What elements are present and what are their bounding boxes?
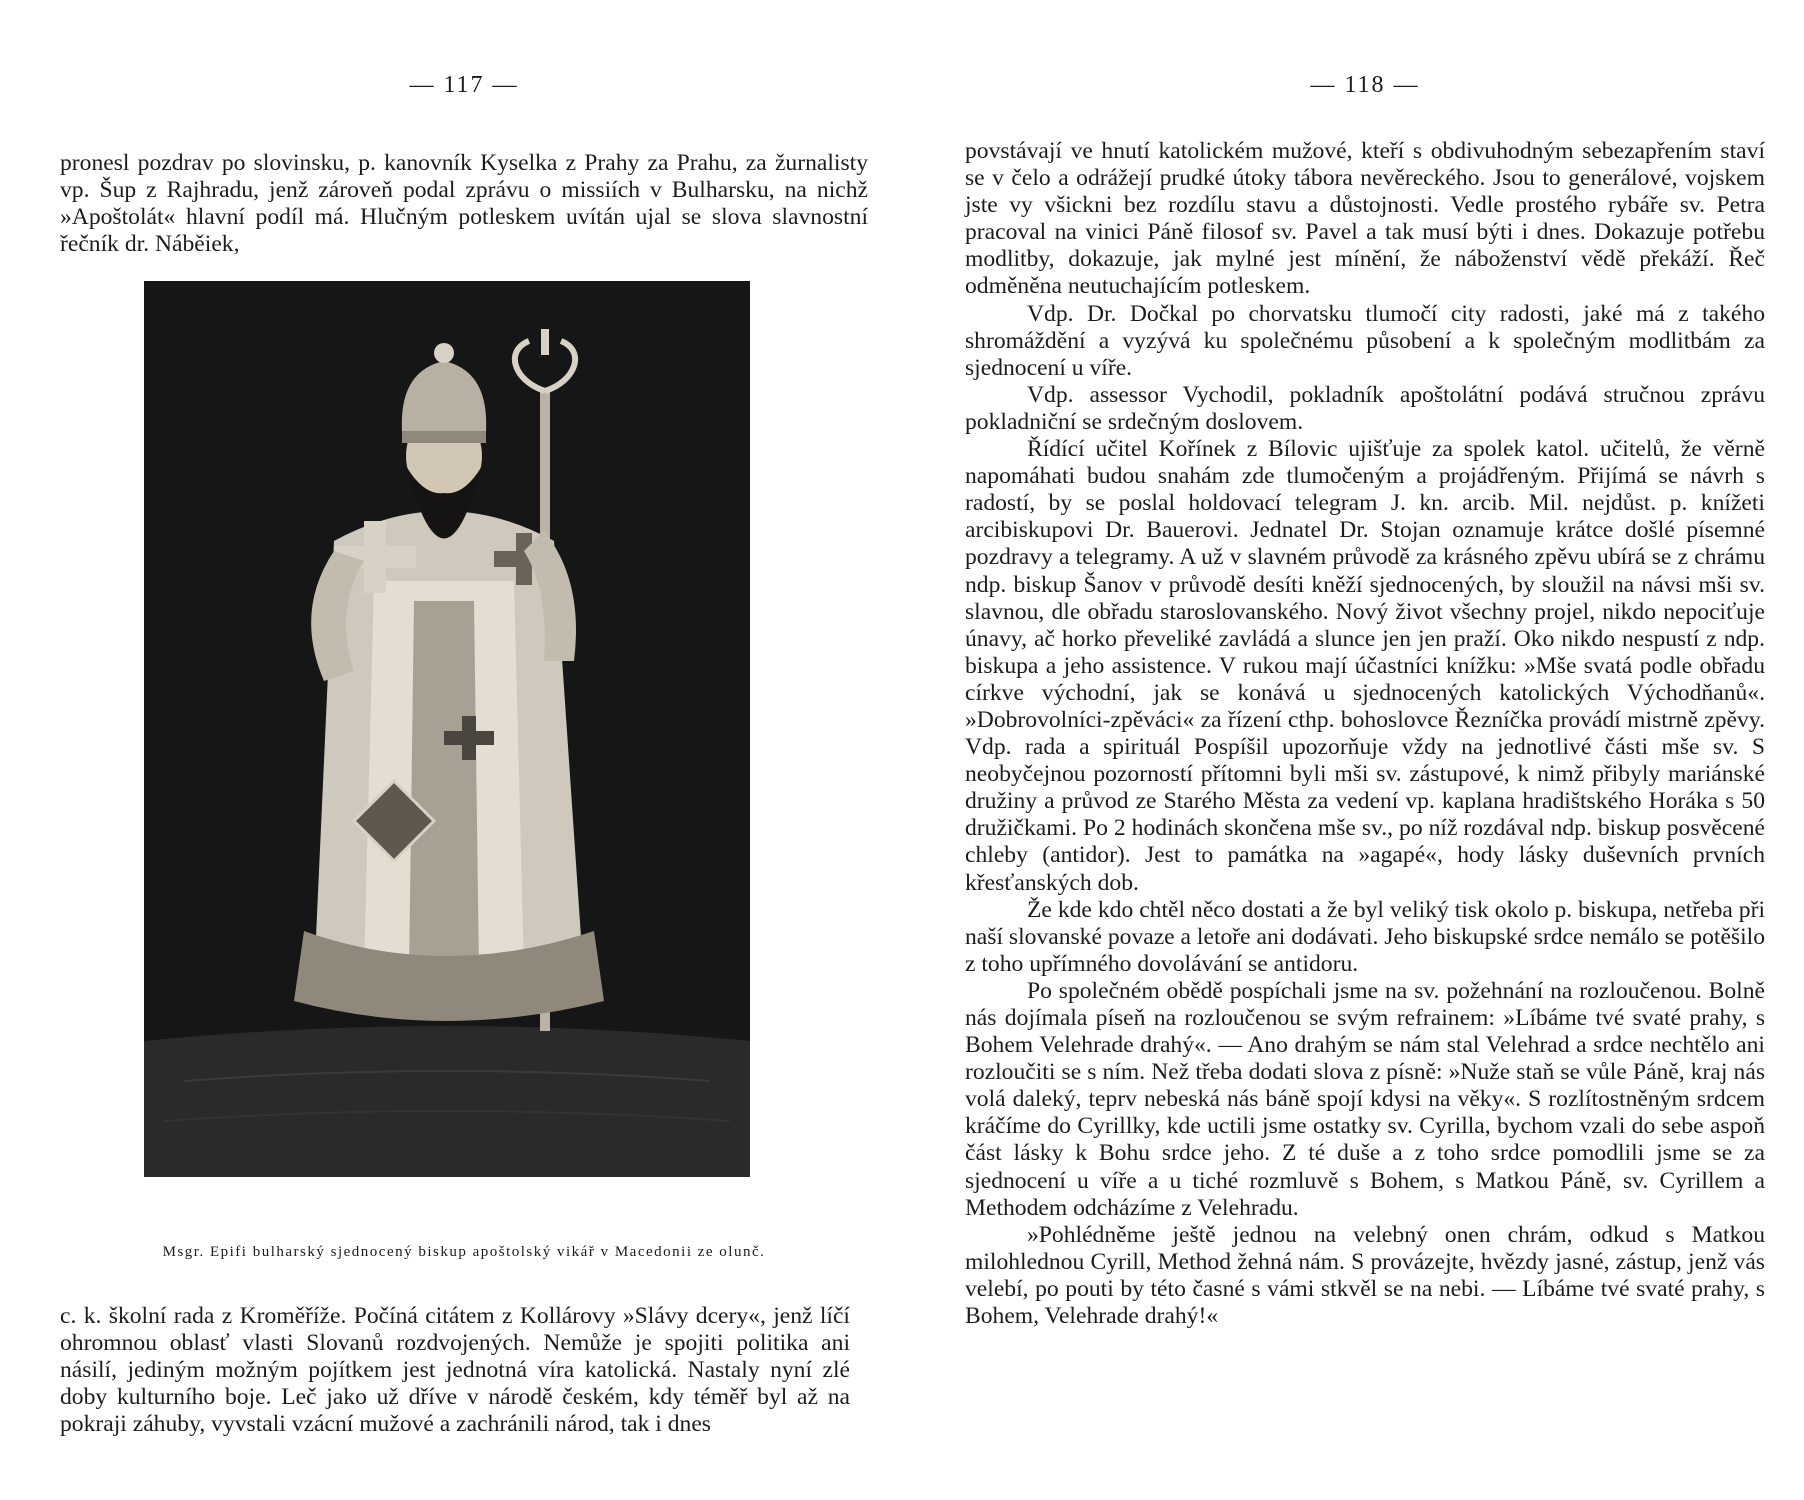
- paragraph: Řídící učitel Kořínek z Bílovic ujišťuje za spolek katol. učitelů, že věrně napomáhati budou snahám zde tlumočeným a projádřeným. Přijímá se návrh s radostí, by se poslal holdovací telegram J. kn. arcib. Mil. nejdůst. p. knížeti arcibiskupovi Dr. Bauerovi. Jednatel Dr. Stojan oznamuje krátce došlé písemné pozdravy a telegramy. A už v slavném průvodě za krásného zpěvu ubírá se z chrámu ndp. biskup Šanov v průvodě desíti kněží sjednocených, by sloužil na návsi mši sv. slavnou, dle obřadu staroslovanského. Nový život všechny projel, nikdo nepociťuje únavy, ač horko převeliké zavládá a slunce jen jen praží. Oko nikdo nespustí z ndp. biskupa a jeho assistence. V rukou mají účastníci knížku: »Mše svatá podle obřadu církve východní, jak se konává u sjednocených katolických Východňanů«. »Dobrovolníci-zpěváci« za řízení cthp. bohoslovce Řezníčka provádí mistrně zpěvy. Vdp. rada a spirituál Pospíšil upozorňuje vždy na jednotlivé části mše sv. S neobyčejnou pozorností přítomni byli mši sv. zástupové, k nimž přibyly mariánské družiny a průvod ze Starého Města za vedení vp. kaplana hradištského Horáka s 50 družičkami. Po 2 hodinách skončena mše sv., po níž rozdával ndp. biskup posvěcené chleby (antidor). Jest to památka na »agapé«, hody lásky duševních prvních křesťanských dob.: [965, 436, 1765, 896]
- left-bottom-text: [60, 1303, 850, 1438]
- paragraph: c. k. školní rada z Kroměříže. Počíná citátem z Kollárovy »Slávy dcery«, jenž líčí ohromnou oblasť vlasti Slovanů rozdvojených. Nemůže je spojiti politika ani násilí, jediným možným pojítkem jest jednotná víra katolická. Nastaly nyní zlé doby kulturního boje. Leč jako už dříve v národě českém, kdy téměř byl až na pokraji záhuby, vyvstali vzácní mužové a zachránili národ, tak i dnes: [60, 1303, 850, 1438]
- paragraph: »Pohlédněme ještě jednou na velebný onen chrám, odkud s Matkou milohlednou Cyrill, Method žehná nám. S provázejte, hvězdy jasné, zástup, jenž vás velebí, po pouti by této časné s vámi stkvěl se na nebi. — Líbáme tvé svaté prahy, s Bohem, Velehrade drahý!«: [965, 1221, 1765, 1330]
- paragraph: Vdp. Dr. Dočkal po chorvatsku tlumočí city radosti, jaké má z takého shromáždění a vyzývá ku společnému působení a k společným modlitbám za sjednocení u víře.: [965, 300, 1765, 381]
- bishop-photograph: [144, 281, 750, 1177]
- paragraph: povstávají ve hnutí katolickém mužové, kteří s obdivuhodným sebezapřením staví se v čelo a odrážejí prudké útoky tábora nevěreckého. Jsou to generálové, vojskem jste vy všickni bez rozdílu stavu a důstojnosti. Vedle prostého rybáře sv. Petra pracoval na vinici Páně filosof sv. Pavel a tak musí býti i dnes. Dokazuje potřebu modlitby, dokazuje, jak mylné jest mínění, že náboženství vědě překáží. Řeč odměněna neutuchajícím potleskem.: [965, 138, 1765, 300]
- bishop-figure-illustration: [144, 281, 750, 1177]
- paragraph: Vdp. assessor Vychodil, pokladník apoštolátní podává stručnou zprávu pokladniční se srdečným doslovem.: [965, 381, 1765, 435]
- left-top-text: [60, 150, 868, 258]
- left-page: [60, 0, 868, 1500]
- right-page-text: [965, 138, 1765, 1330]
- page-number-right: — 118 —: [1310, 72, 1420, 98]
- paragraph: Že kde kdo chtěl něco dostati a že byl veliký tisk okolo p. biskupa, netřeba při naší slovanské povaze a letoře ani dodávati. Jeho biskupské srdce nemálo se potěšilo z toho upřímného dovolávání se antidoru.: [965, 896, 1765, 977]
- page-number-left: — 117 —: [409, 72, 519, 98]
- photo-caption: Msgr. Epifi bulharský sjednocený biskup apoštolský vikář v Macedonii ze olunč.: [162, 1244, 766, 1260]
- paragraph: Po společném obědě pospíchali jsme na sv. požehnání na rozloučenou. Bolně nás dojímala píseň na rozloučenou se svým refrainem: »Líbáme tvé svaté prahy, s Bohem Velehrade drahý«. — Ano drahým se nám stal Velehrad a srdce nechtělo ani rozloučiti se s ním. Než třeba dodati slova z písně: »Nuže staň se vůle Páně, kraj nás volá daleký, teprv nebeská nás báně spojí kdysi na věky«. S rozlítostněným srdcem kráčíme do Cyrillky, kde uctili jsme ostatky sv. Cyrilla, bychom vzali do sebe aspoň část lásky k Bohu srdce jeho. Z té duše a z toho srdce pomodlili jsme se za sjednocení u víře a u tiché rozmluvě s Bohem, s Matkou Páně, sv. Cyrillem a Methodem odcházíme z Velehradu.: [965, 977, 1765, 1221]
- right-page: [965, 0, 1765, 1500]
- paragraph: pronesl pozdrav po slovinsku, p. kanovník Kyselka z Prahy za Prahu, za žurnalisty vp. Šup z Rajhradu, jenž zároveň podal zprávu o missiích v Bulharsku, na nichž »Apoštolát« hlavní podíl má. Hlučným potleskem uvítán ujal se slova slavnostní řečník dr. Náběiek,: [60, 150, 868, 258]
